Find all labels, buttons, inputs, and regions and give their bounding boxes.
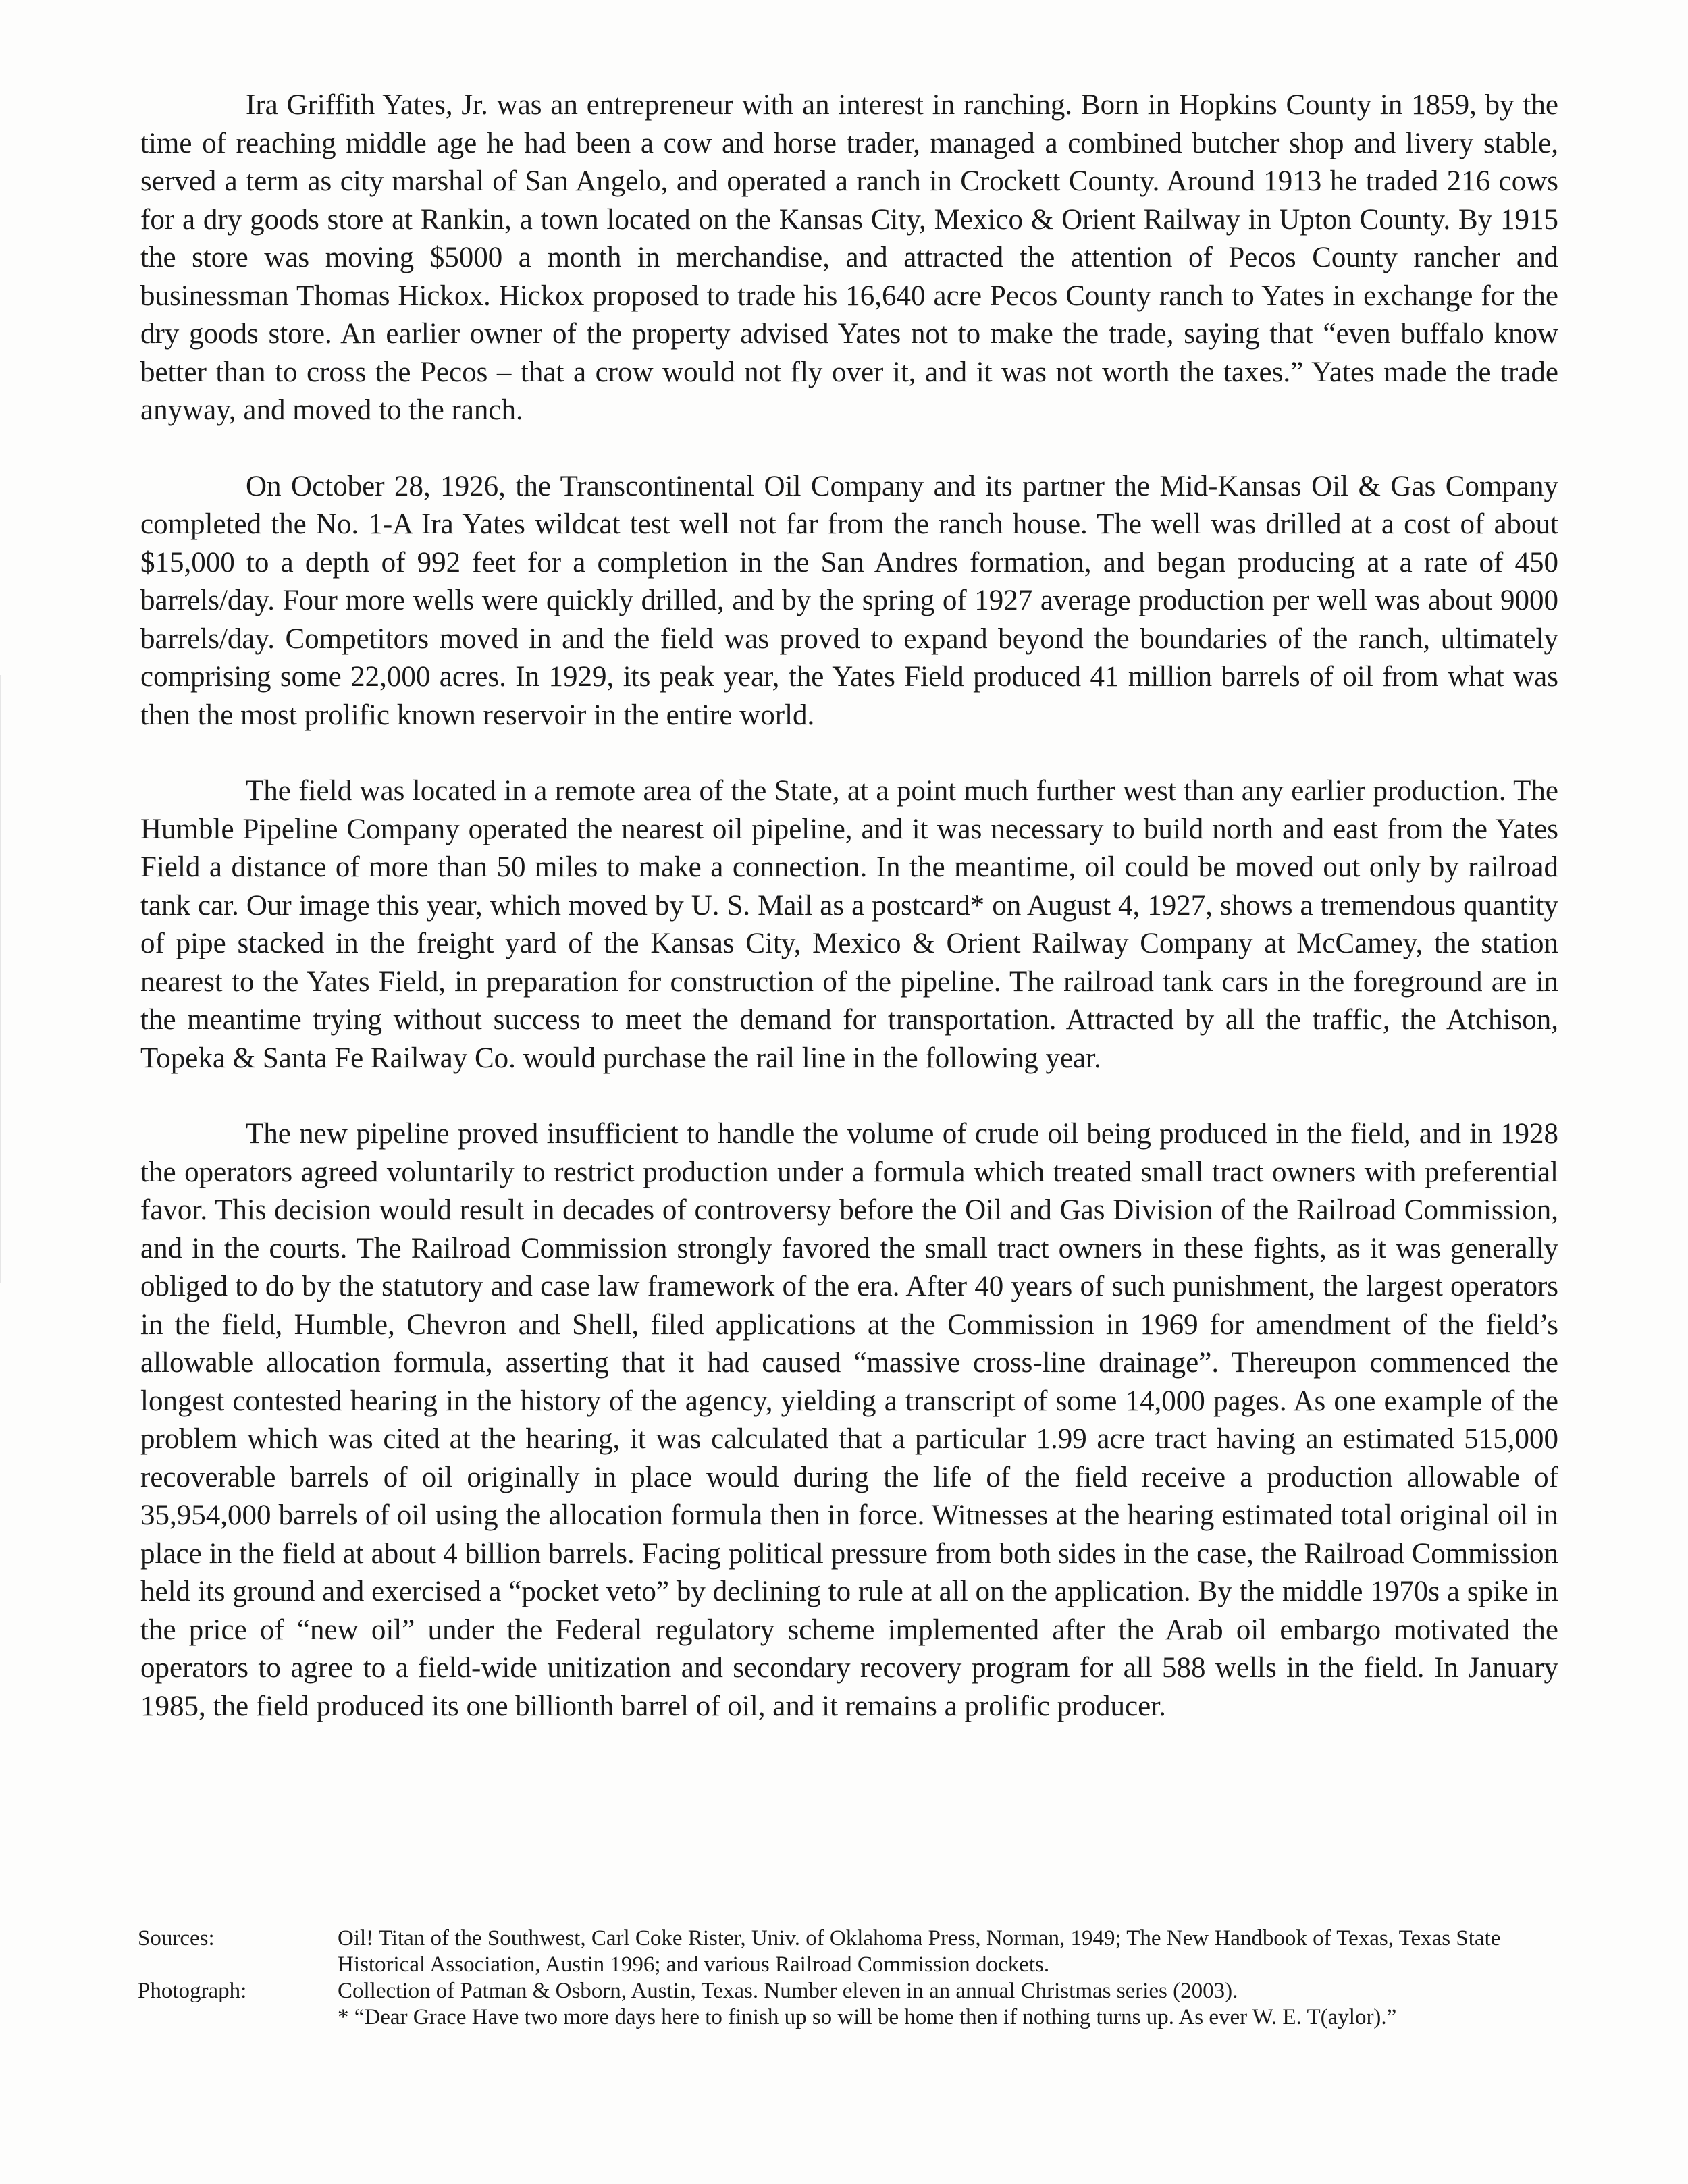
- postcard-footnote: * “Dear Grace Have two more days here to finish up so will be home then if nothing turns up. As ever W. E. T(aylor).”: [338, 2005, 1397, 2029]
- footnote-row: [138, 2004, 1562, 2031]
- photograph-text: Collection of Patman & Osborn, Austin, Texas. Number eleven in an annual Christmas series (2003).: [338, 1979, 1238, 2003]
- paragraph-yates-ranch: Ira Griffith Yates, Jr. was an entrepreneur with an interest in ranching. Born in Hopkins County in 1859, by the time of reaching middle age he had been a cow and horse trader, managed a combined butcher shop and livery stable, served a term as city marshal of San Angelo, and operated a ranch in Crockett County. Around 1913 he traded 216 cows for a dry goods store at Rankin, a town located on the Kansas City, Mexico & Orient Railway in Upton County. By 1915 the store was moving $5000 a month in merchandise, and attracted the attention of Pecos County rancher and businessman Thomas Hickox. Hickox proposed to trade his 16,640 acre Pecos County ranch to Yates in exchange for the dry goods store. An earlier owner of the property advised Yates not to make the trade, saying that “even buffalo know better than to cross the Pecos – that a crow would not fly over it, and it was not worth the taxes.” Yates made the trade anyway, and moved to the ranch.: [140, 89, 1558, 426]
- photograph-row: [138, 1978, 1562, 2004]
- paragraph-proration-history: The new pipeline proved insufficient to handle the volume of crude oil being produced in the field, and in 1928 the operators agreed voluntarily to restrict production under a formula which treated small tract owners with preferential favor. This decision would result in decades of controversy before the Oil and Gas Division of the Railroad Commission, and in the courts. The Railroad Commission strongly favored the small tract owners in these fights, as it was generally obliged to do by the statutory and case law framework of the era. After 40 years of such punishment, the largest operators in the field, Humble, Chevron and Shell, filed applications at the Commission in 1969 for amendment of the field’s allowable allocation formula, asserting that it had caused “massive cross-line drainage”. Thereupon commenced the longest contested hearing in the history of the agency, yielding a transcript of some 14,000 pages. As one example of the problem which was cited at the hearing, it was calculated that a particular 1.99 acre tract having an estimated 515,000 recoverable barrels of oil originally in place would during the life of the field receive a production allowable of 35,954,000 barrels of oil using the allocation formula then in force. Witnesses at the hearing estimated total original oil in place in the field at about 4 billion barrels. Facing political pressure from both sides in the case, the Railroad Commission held its ground and exercised a “pocket veto” by declining to rule at all on the application. By the middle 1970s a spike in the price of “new oil” under the Federal regulatory scheme implemented after the Arab oil embargo motivated the operators to agree to a field-wide unitization and secondary recovery program for all 588 wells in the field. In January 1985, the field produced its one billionth barrel of oil, and it remains a prolific producer.: [140, 1118, 1558, 1722]
- article-body: [140, 86, 1558, 1763]
- sources-label: Sources:: [138, 1926, 215, 1950]
- scan-edge-shadow: [0, 675, 1, 1283]
- photograph-label: Photograph:: [138, 1979, 247, 2003]
- paragraph-pipeline-postcard: The field was located in a remote area of the State, at a point much further west than any earlier production. The Humble Pipeline Company operated the nearest oil pipeline, and it was necessary to build north and east from the Yates Field a distance of more than 50 miles to make a connection. In the meantime, oil could be moved out only by railroad tank car. Our image this year, which moved by U. S. Mail as a postcard* on August 4, 1927, shows a tremendous quantity of pipe stacked in the freight yard of the Kansas City, Mexico & Orient Railway Company at McCamey, the station nearest to the Yates Field, in preparation for construction of the pipeline. The railroad tank cars in the foreground are in the meantime trying without success to meet the demand for transportation. Attracted by all the traffic, the Atchison, Topeka & Santa Fe Railway Co. would purchase the rail line in the following year.: [140, 775, 1558, 1074]
- sources-row: [138, 1925, 1562, 1978]
- paragraph-discovery-well: On October 28, 1926, the Transcontinental Oil Company and its partner the Mid-Kansas Oil & Gas Company completed the No. 1-A Ira Yates wildcat test well not far from the ranch house. The well was drilled at a cost of about $15,000 to a depth of 992 feet for a completion in the San Andres formation, and began producing at a rate of 450 barrels/day. Four more wells were quickly drilled, and by the spring of 1927 average production per well was about 9000 barrels/day. Competitors moved in and the field was proved to expand beyond the boundaries of the ranch, ultimately comprising some 22,000 acres. In 1929, its peak year, the Yates Field produced 41 million barrels of oil from what was then the most prolific known reservoir in the entire world.: [140, 470, 1558, 731]
- source-notes: [138, 1925, 1562, 2031]
- sources-text: Oil! Titan of the Southwest, Carl Coke Rister, Univ. of Oklahoma Press, Norman, 1949; The New Handbook of Texas, Texas State Historical Association, Austin 1996; and various Railroad Commission dockets.: [338, 1926, 1501, 1977]
- footnote-spacer: [138, 2004, 338, 2031]
